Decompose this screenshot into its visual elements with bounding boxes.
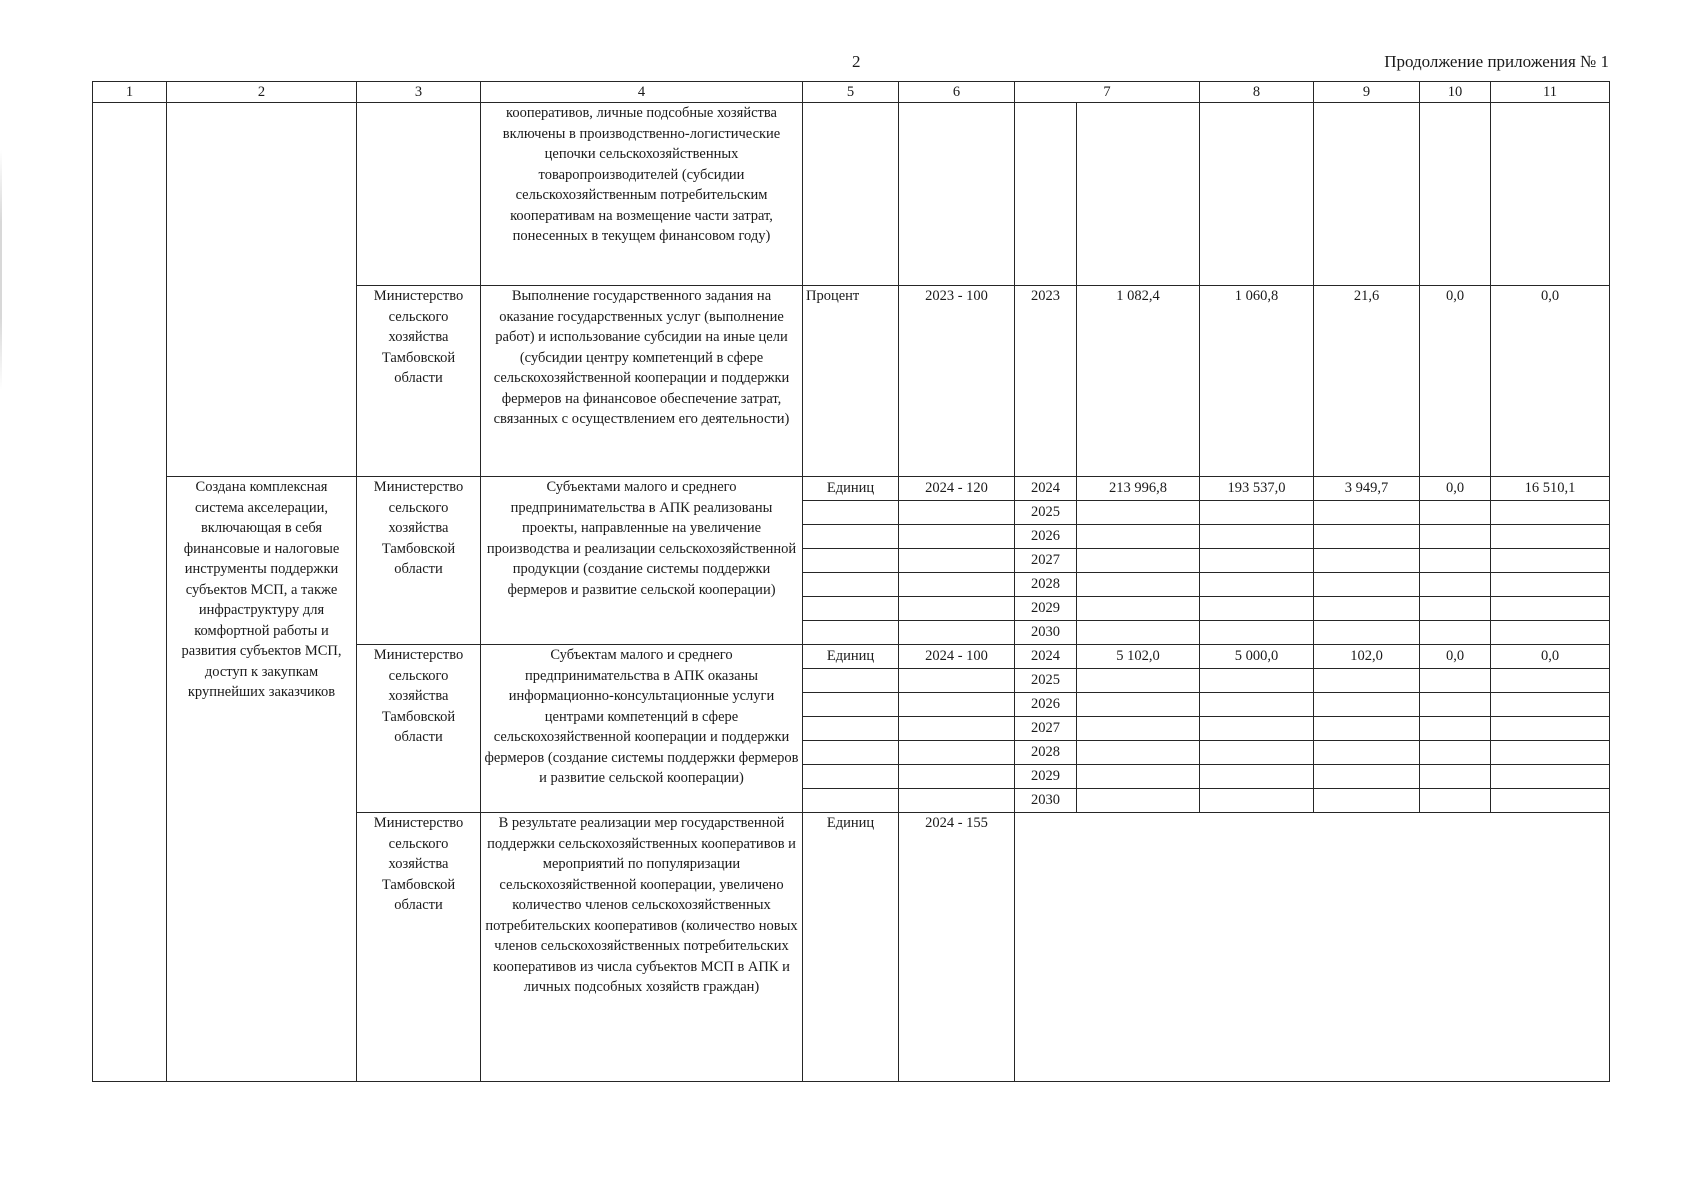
members-text: В результате реализации мер государственной поддержки сельскохозяйственных кооперативов и мероприятий по популяризации сельскохозяйственной кооперации, увеличено количество членов сельскохозяйственных потребительских кооперативов (количество новых членов сельскохозяйственных потребительских кооперативов из числа субъектов МСП в АПК и личных подсобных хозяйств граждан) xyxy=(481,813,803,1082)
year-cell: 2029 xyxy=(1015,597,1077,621)
column-number-row xyxy=(93,82,1610,103)
col-num-10: 10 xyxy=(1420,82,1491,103)
continuation-heading: Продолжение приложения № 1 xyxy=(1384,52,1609,71)
value-col10: 0,0 xyxy=(1420,477,1491,501)
org-name: Министерство сельского хозяйства Тамбовской области xyxy=(357,477,481,645)
year-cell: 2024 xyxy=(1015,645,1077,669)
value-col8: 1 060,8 xyxy=(1200,286,1314,477)
col-num-7: 7 xyxy=(1015,82,1200,103)
scan-edge-mark xyxy=(0,150,2,390)
col-num-4: 4 xyxy=(481,82,803,103)
target-cell: 2024 - 155 xyxy=(899,813,1015,1082)
unit-cell: Процент xyxy=(803,286,899,477)
year-cell: 2030 xyxy=(1015,621,1077,645)
year-cell: 2026 xyxy=(1015,525,1077,549)
org-cell-empty xyxy=(357,103,481,286)
year-cell: 2028 xyxy=(1015,741,1077,765)
value-col9: 21,6 xyxy=(1314,286,1420,477)
org-name: Министерство сельского хозяйства Тамбовской области xyxy=(357,286,481,477)
merged-empty-cell xyxy=(1015,813,1610,1082)
unit-cell: Единиц xyxy=(803,813,899,1082)
total-cell: 1 082,4 xyxy=(1077,286,1200,477)
col1-cell xyxy=(93,103,167,1082)
value-col9: 3 949,7 xyxy=(1314,477,1420,501)
target-cell: 2024 - 120 xyxy=(899,477,1015,501)
value-col11: 0,0 xyxy=(1491,286,1610,477)
unit-cell: Единиц xyxy=(803,477,899,501)
year-cell: 2027 xyxy=(1015,717,1077,741)
value-col11: 16 510,1 xyxy=(1491,477,1610,501)
org-name: Министерство сельского хозяйства Тамбовской области xyxy=(357,645,481,813)
col-num-11: 11 xyxy=(1491,82,1610,103)
value-col8: 193 537,0 xyxy=(1200,477,1314,501)
col-num-6: 6 xyxy=(899,82,1015,103)
page-number: 2 xyxy=(852,52,861,71)
year-cell: 2027 xyxy=(1015,549,1077,573)
value-col11: 0,0 xyxy=(1491,645,1610,669)
col2-cell-empty xyxy=(167,103,357,477)
year-cell: 2028 xyxy=(1015,573,1077,597)
value-col10: 0,0 xyxy=(1420,645,1491,669)
year-cell: 2030 xyxy=(1015,789,1077,813)
total-cell: 5 102,0 xyxy=(1077,645,1200,669)
year-cell: 2025 xyxy=(1015,501,1077,525)
year-cell: 2024 xyxy=(1015,477,1077,501)
value-col10: 0,0 xyxy=(1420,286,1491,477)
table-row xyxy=(93,477,1610,501)
consulting-text: Субъектам малого и среднего предпринимательства в АПК оказаны информационно-консультационные услуги центрами компетенций в сфере сельскохозяйственной кооперации и поддержки фермеров (создание системы поддержки фермеров и развитие сельской кооперации) xyxy=(481,645,803,813)
year-cell: 2023 xyxy=(1015,286,1077,477)
org-name: Министерство сельского хозяйства Тамбовской области xyxy=(357,813,481,1082)
col-num-9: 9 xyxy=(1314,82,1420,103)
projects-text: Субъектами малого и среднего предпринимательства в АПК реализованы проекты, направленные на увеличение производства и реализации сельскохозяйственной продукции (создание системы поддержки фермеров и развитие сельской кооперации) xyxy=(481,477,803,645)
year-cell: 2025 xyxy=(1015,669,1077,693)
appendix-table xyxy=(92,81,1610,1082)
col-num-1: 1 xyxy=(93,82,167,103)
target-cell: 2024 - 100 xyxy=(899,645,1015,669)
value-col9: 102,0 xyxy=(1314,645,1420,669)
state-assignment-text: Выполнение государственного задания на оказание государственных услуг (выполнение работ) и использование субсидии на иные цели (субсидии центру компетенций в сфере сельскохозяйственной кооперации и поддержки фермеров на финансовое обеспечение затрат, связанных с осуществлением его деятельности) xyxy=(481,286,803,477)
result-description: Создана комплексная система акселерации, включающая в себя финансовые и налоговые инструменты поддержки субъектов МСП, а также инфраструктуру для комфортной работы и развития субъектов МСП, доступ к закупкам крупнейших заказчиков xyxy=(167,477,357,1082)
col-num-5: 5 xyxy=(803,82,899,103)
col-num-2: 2 xyxy=(167,82,357,103)
target-cell: 2023 - 100 xyxy=(899,286,1015,477)
col-num-3: 3 xyxy=(357,82,481,103)
year-cell: 2026 xyxy=(1015,693,1077,717)
unit-cell: Единиц xyxy=(803,645,899,669)
table-row xyxy=(93,103,1610,286)
col-num-8: 8 xyxy=(1200,82,1314,103)
value-col8: 5 000,0 xyxy=(1200,645,1314,669)
coop-subsidy-text: кооперативов, личные подсобные хозяйства включены в производственно-логистические цепочки сельскохозяйственных товаропроизводителей (субсидии сельскохозяйственным потребительским кооперативам на возмещение части затрат, понесенных в текущем финансовом году) xyxy=(481,103,803,286)
total-cell: 213 996,8 xyxy=(1077,477,1200,501)
year-cell: 2029 xyxy=(1015,765,1077,789)
